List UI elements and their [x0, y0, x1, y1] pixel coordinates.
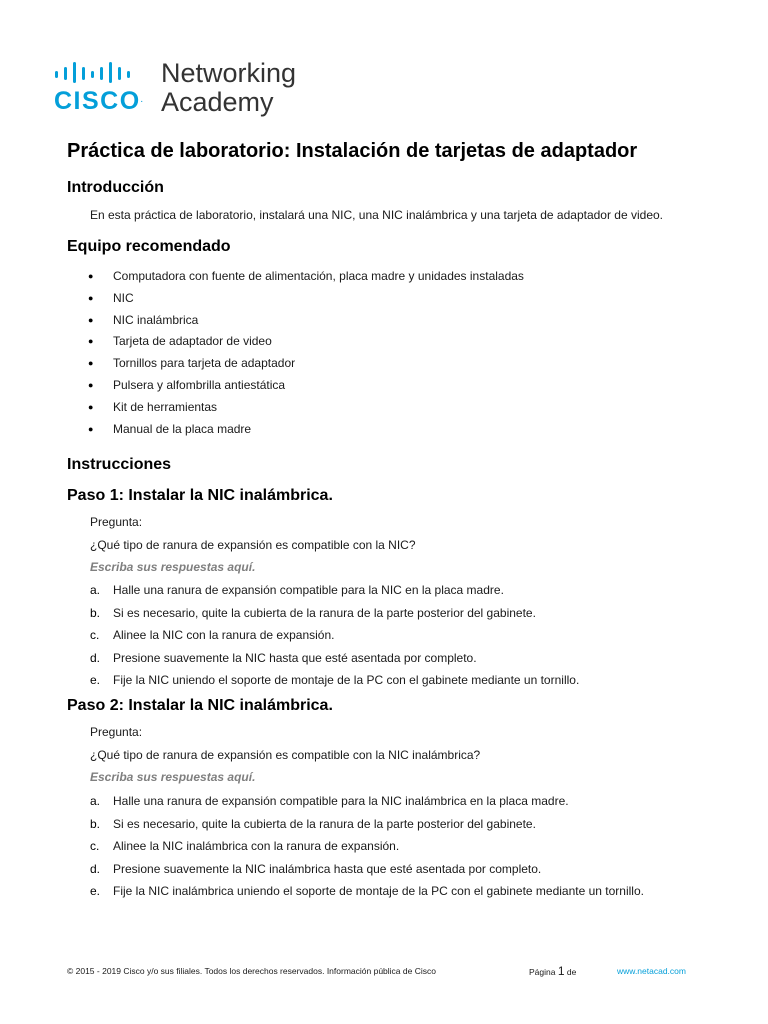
cisco-bars-icon [54, 60, 150, 84]
list-letter: b. [90, 606, 101, 620]
cisco-networking-academy-logo [54, 56, 314, 118]
step2-question: ¿Qué tipo de ranura de expansión es compatible con la NIC inalámbrica? [90, 748, 481, 762]
list-letter: a. [90, 794, 101, 808]
step1-answer-field[interactable]: Escriba sus respuestas aquí. [90, 560, 256, 574]
list-item: Presione suavemente la NIC inalámbrica hasta que esté asentada por completo. [113, 862, 542, 876]
page-title: Práctica de laboratorio: Instalación de tarjetas de adaptador [67, 140, 638, 162]
list-item: Alinee la NIC inalámbrica con la ranura de expansión. [113, 839, 400, 853]
list-item: Tornillos para tarjeta de adaptador [113, 356, 296, 370]
list-item: Presione suavemente la NIC hasta que esté asentada por completo. [113, 651, 477, 665]
list-item: Fije la NIC uniendo el soporte de montaje de la PC con el gabinete mediante un tornillo. [113, 673, 580, 687]
step2-answer-field[interactable]: Escriba sus respuestas aquí. [90, 770, 256, 784]
step1-heading: Paso 1: Instalar la NIC inalámbrica. [67, 487, 333, 504]
list-item: Manual de la placa madre [113, 422, 252, 436]
page-number: 1 [557, 964, 565, 978]
list-item: NIC inalámbrica [113, 313, 199, 327]
equipment-heading: Equipo recomendado [67, 238, 231, 255]
cisco-wordmark: CISCO. [54, 87, 143, 115]
list-letter: e. [90, 673, 101, 687]
page-of-label: de [566, 967, 577, 977]
list-item: Tarjeta de adaptador de video [113, 334, 272, 348]
bullet-icon: ● [88, 424, 94, 434]
list-letter: a. [90, 583, 101, 597]
step2-heading: Paso 2: Instalar la NIC inalámbrica. [67, 697, 333, 714]
page-label: Página [529, 967, 556, 977]
instructions-heading: Instrucciones [67, 456, 172, 473]
list-item: Si es necesario, quite la cubierta de la ranura de la parte posterior del gabinete. [113, 817, 536, 831]
list-item: Si es necesario, quite la cubierta de la ranura de la parte posterior del gabinete. [113, 606, 536, 620]
step1-question: ¿Qué tipo de ranura de expansión es compatible con la NIC? [90, 538, 416, 552]
bullet-icon: ● [88, 358, 94, 368]
list-item: NIC [113, 291, 134, 305]
footer-url-link[interactable]: www.netacad.com [617, 966, 686, 976]
list-letter: c. [90, 628, 100, 642]
intro-heading: Introducción [67, 179, 164, 196]
list-letter: d. [90, 651, 101, 665]
footer-copyright: © 2015 - 2019 Cisco y/o sus filiales. Todos los derechos reservados. Información pública de Cisco [67, 966, 436, 976]
list-letter: e. [90, 884, 101, 898]
step1-question-label: Pregunta: [90, 515, 143, 529]
list-letter: d. [90, 862, 101, 876]
footer-page-indicator [529, 964, 576, 978]
list-letter: b. [90, 817, 101, 831]
list-item: Alinee la NIC con la ranura de expansión. [113, 628, 335, 642]
bullet-icon: ● [88, 336, 94, 346]
logo-text-networking: Networking [161, 58, 297, 88]
bullet-icon: ● [88, 380, 94, 390]
list-letter: c. [90, 839, 100, 853]
bullet-icon: ● [88, 402, 94, 412]
list-item: Pulsera y alfombrilla antiestática [113, 378, 286, 392]
list-item: Fije la NIC inalámbrica uniendo el soporte de montaje de la PC con el gabinete mediante un tornillo. [113, 884, 644, 898]
step2-question-label: Pregunta: [90, 725, 143, 739]
logo-text-academy: Academy [161, 87, 274, 117]
list-item: Computadora con fuente de alimentación, placa madre y unidades instaladas [113, 269, 524, 283]
list-item: Halle una ranura de expansión compatible para la NIC inalámbrica en la placa madre. [113, 794, 569, 808]
list-item: Kit de herramientas [113, 400, 218, 414]
bullet-icon: ● [88, 315, 94, 325]
list-item: Halle una ranura de expansión compatible para la NIC en la placa madre. [113, 583, 504, 597]
bullet-icon: ● [88, 271, 94, 281]
bullet-icon: ● [88, 293, 94, 303]
intro-text: En esta práctica de laboratorio, instalará una NIC, una NIC inalámbrica y una tarjeta de adaptador de video. [90, 208, 663, 222]
